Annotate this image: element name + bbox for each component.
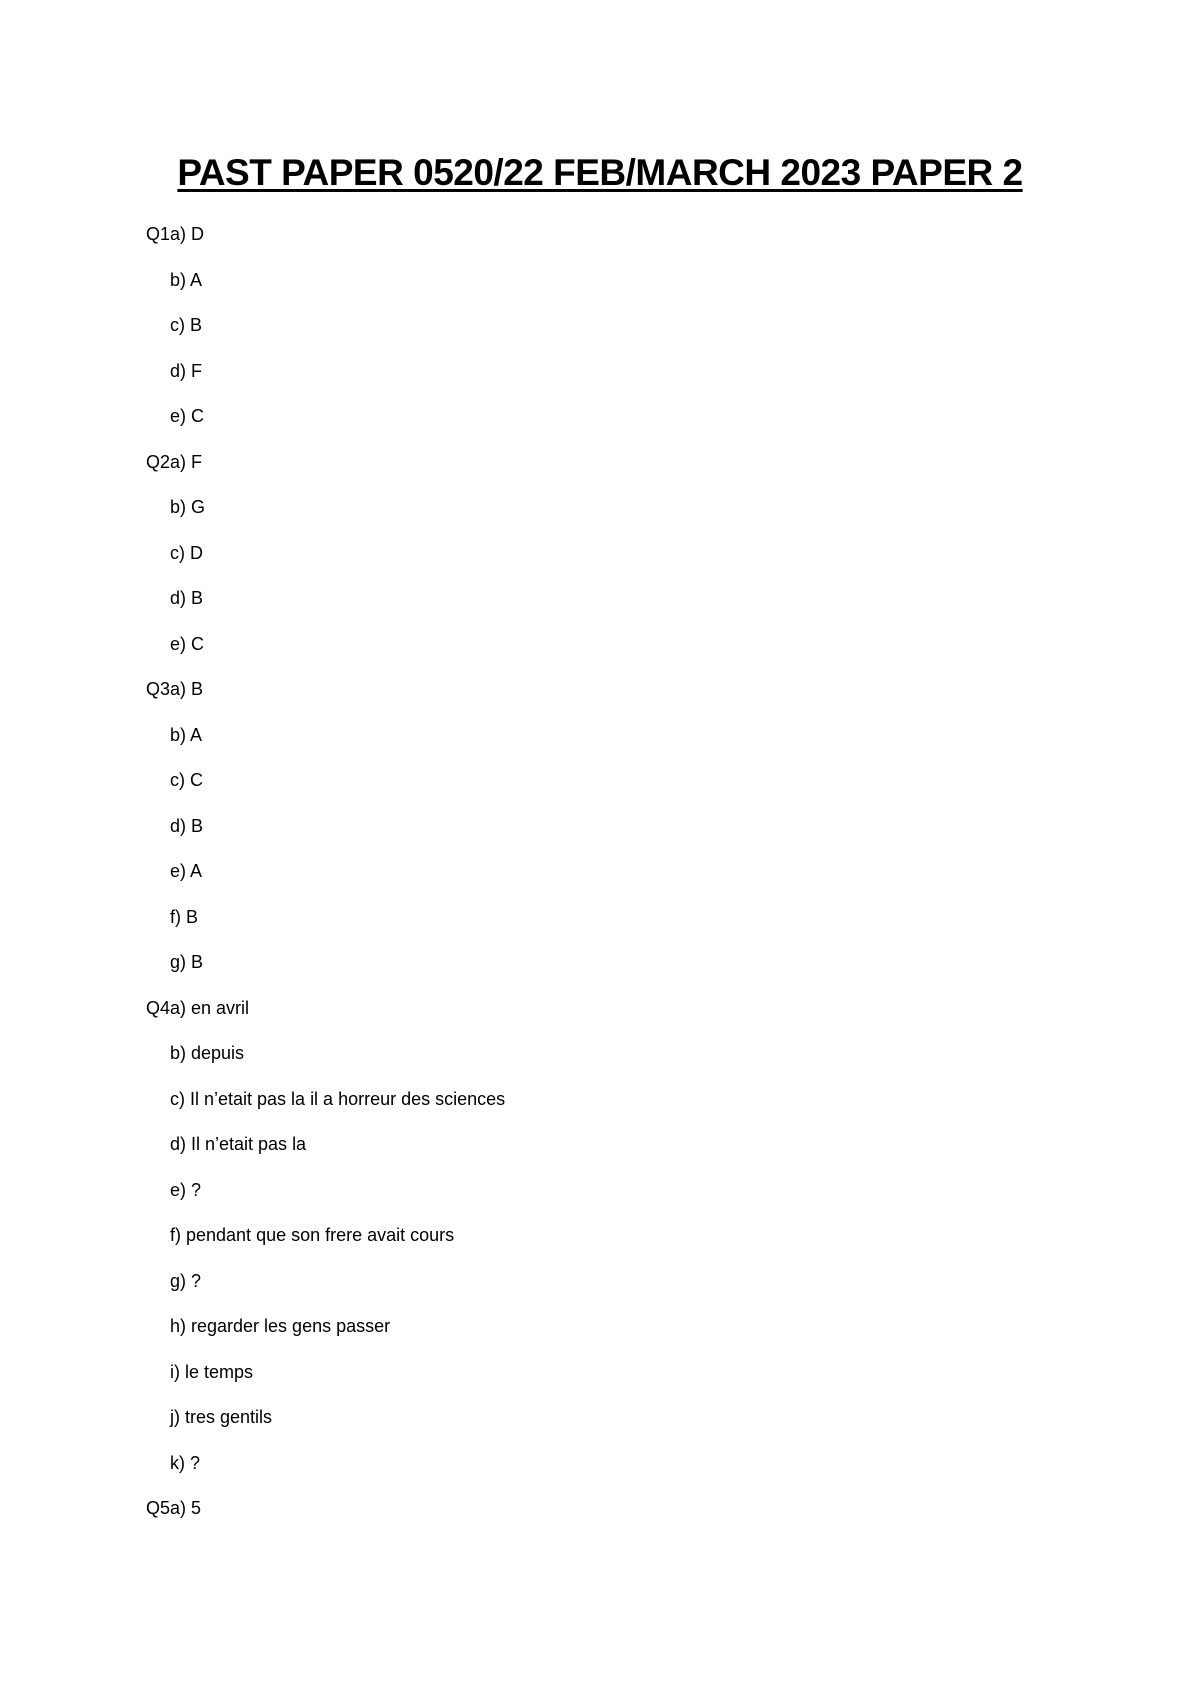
answer-line: j) tres gentils bbox=[170, 1407, 273, 1427]
answer-line: g) B bbox=[170, 952, 204, 972]
answer-line: k) ? bbox=[170, 1452, 201, 1473]
answer-line: d) B bbox=[170, 815, 204, 836]
answer-line: c) D bbox=[170, 542, 203, 563]
answer-line: b) A bbox=[170, 269, 203, 290]
answer-line: i) le temps bbox=[170, 1361, 254, 1382]
answer-line: d) Il n’etait pas la bbox=[170, 1134, 307, 1154]
answer-line: Q3a) B bbox=[146, 679, 204, 699]
page-title: PAST PAPER 0520/22 FEB/MARCH 2023 PAPER 2 bbox=[177, 152, 1023, 193]
answer-line: g) ? bbox=[170, 1270, 202, 1291]
answer-line: e) A bbox=[170, 861, 203, 881]
answer-line: Q4a) en avril bbox=[146, 997, 250, 1018]
answer-line: e) C bbox=[170, 406, 205, 426]
answer-line: f) pendant que son frere avait cours bbox=[170, 1225, 455, 1245]
answer-line: e) ? bbox=[170, 1179, 202, 1200]
answer-line: Q5a) 5 bbox=[146, 1498, 202, 1518]
answer-line: f) B bbox=[170, 906, 199, 927]
answer-line: Q1a) D bbox=[146, 224, 205, 244]
answer-line: b) depuis bbox=[170, 1043, 245, 1063]
answer-line: c) Il n’etait pas la il a horreur des sciences bbox=[170, 1088, 506, 1109]
answer-list bbox=[146, 222, 1046, 1542]
answer-line: b) G bbox=[170, 497, 206, 517]
answer-line: e) C bbox=[170, 633, 205, 654]
answer-line: c) C bbox=[170, 770, 203, 790]
answer-line: b) A bbox=[170, 724, 203, 745]
answer-line: d) F bbox=[170, 360, 203, 381]
answer-line: h) regarder les gens passer bbox=[170, 1316, 391, 1336]
answer-line: d) B bbox=[170, 588, 204, 608]
answer-line: c) B bbox=[170, 315, 203, 335]
answer-line: Q2a) F bbox=[146, 451, 203, 472]
